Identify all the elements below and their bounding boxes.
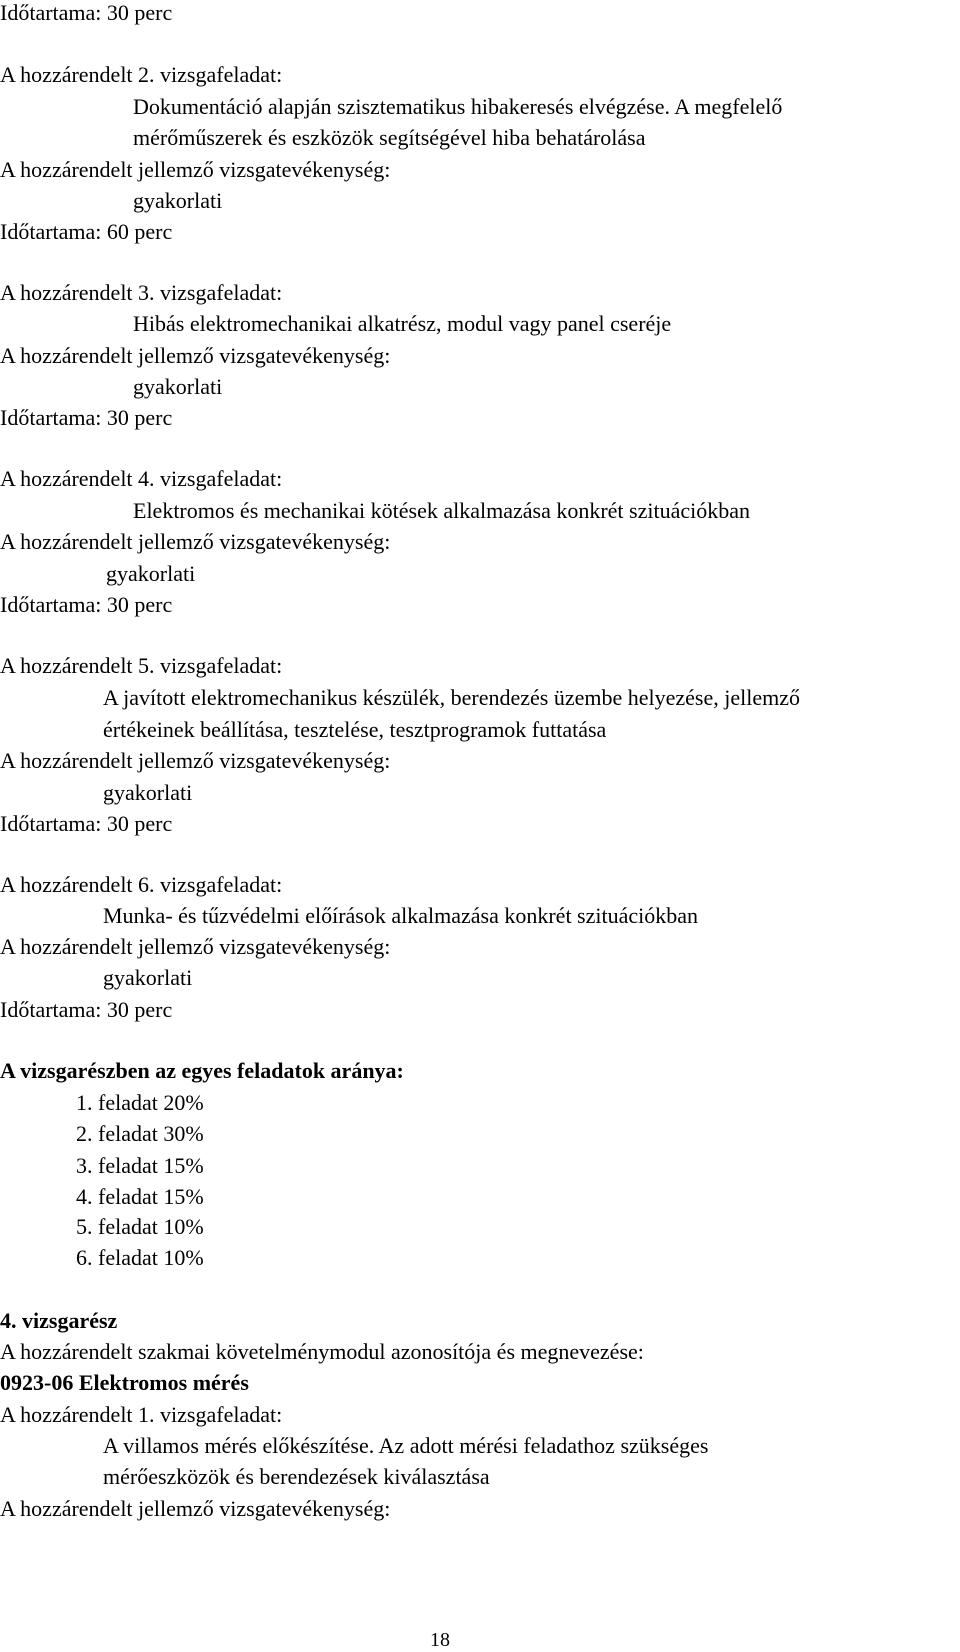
module-label: A hozzárendelt szakmai követelménymodul azonosítója és megnevezése: [0,1339,644,1364]
task-description: Hibás elektromechanikai alkatrész, modul vagy panel cseréje [133,311,672,336]
duration-line: Időtartama: 30 perc [0,592,173,617]
task-header: A hozzárendelt 4. vizsgafeladat: [0,466,283,491]
ratio-item: 4. feladat 15% [76,1184,204,1209]
activity-value: gyakorlati [103,780,193,805]
ratio-item: 3. feladat 15% [76,1153,204,1178]
activity-label: A hozzárendelt jellemző vizsgatevékenység: [0,157,391,182]
activity-label: A hozzárendelt jellemző vizsgatevékenység: [0,748,391,773]
duration-line: Időtartama: 30 perc [0,997,173,1022]
activity-label: A hozzárendelt jellemző vizsgatevékenység: [0,934,391,959]
task-header: A hozzárendelt 1. vizsgafeladat: [0,1402,283,1427]
duration-line: Időtartama: 60 perc [0,219,173,244]
module-name: 0923-06 Elektromos mérés [0,1370,249,1395]
duration-line: Időtartama: 30 perc [0,405,173,430]
ratio-item: 2. feladat 30% [76,1121,204,1146]
activity-label: A hozzárendelt jellemző vizsgatevékenység: [0,529,391,554]
task-description: értékeinek beállítása, tesztelése, tesztprogramok futtatása [103,717,607,742]
task-description: Dokumentáció alapján szisztematikus hibakeresés elvégzése. A megfelelő [133,94,783,119]
task-header: A hozzárendelt 3. vizsgafeladat: [0,280,283,305]
duration-line: Időtartama: 30 perc [0,0,173,25]
task-description: Munka- és tűzvédelmi előírások alkalmazása konkrét szituációkban [103,903,699,928]
duration-line: Időtartama: 30 perc [0,811,173,836]
page-number: 18 [430,1629,450,1651]
activity-value: gyakorlati [106,561,196,586]
activity-label: A hozzárendelt jellemző vizsgatevékenység: [0,343,391,368]
task-description: Elektromos és mechanikai kötések alkalmazása konkrét szituációkban [133,498,750,523]
activity-value: gyakorlati [103,965,193,990]
section-title: 4. vizsgarész [0,1308,118,1333]
activity-label: A hozzárendelt jellemző vizsgatevékenység: [0,1496,391,1521]
ratio-item: 1. feladat 20% [76,1090,204,1115]
task-description: A javított elektromechanikus készülék, berendezés üzembe helyezése, jellemző [103,685,800,710]
ratio-item: 6. feladat 10% [76,1245,204,1270]
task-description: mérőműszerek és eszközök segítségével hiba behatárolása [133,125,646,150]
task-header: A hozzárendelt 5. vizsgafeladat: [0,653,283,678]
task-header: A hozzárendelt 2. vizsgafeladat: [0,62,283,87]
task-header: A hozzárendelt 6. vizsgafeladat: [0,872,283,897]
task-description: A villamos mérés előkészítése. Az adott mérési feladathoz szükséges [103,1433,709,1458]
activity-value: gyakorlati [133,188,223,213]
activity-value: gyakorlati [133,374,223,399]
ratio-item: 5. feladat 10% [76,1214,204,1239]
ratio-title: A vizsgarészben az egyes feladatok aránya: [0,1058,404,1083]
task-description: mérőeszközök és berendezések kiválasztása [103,1464,490,1489]
